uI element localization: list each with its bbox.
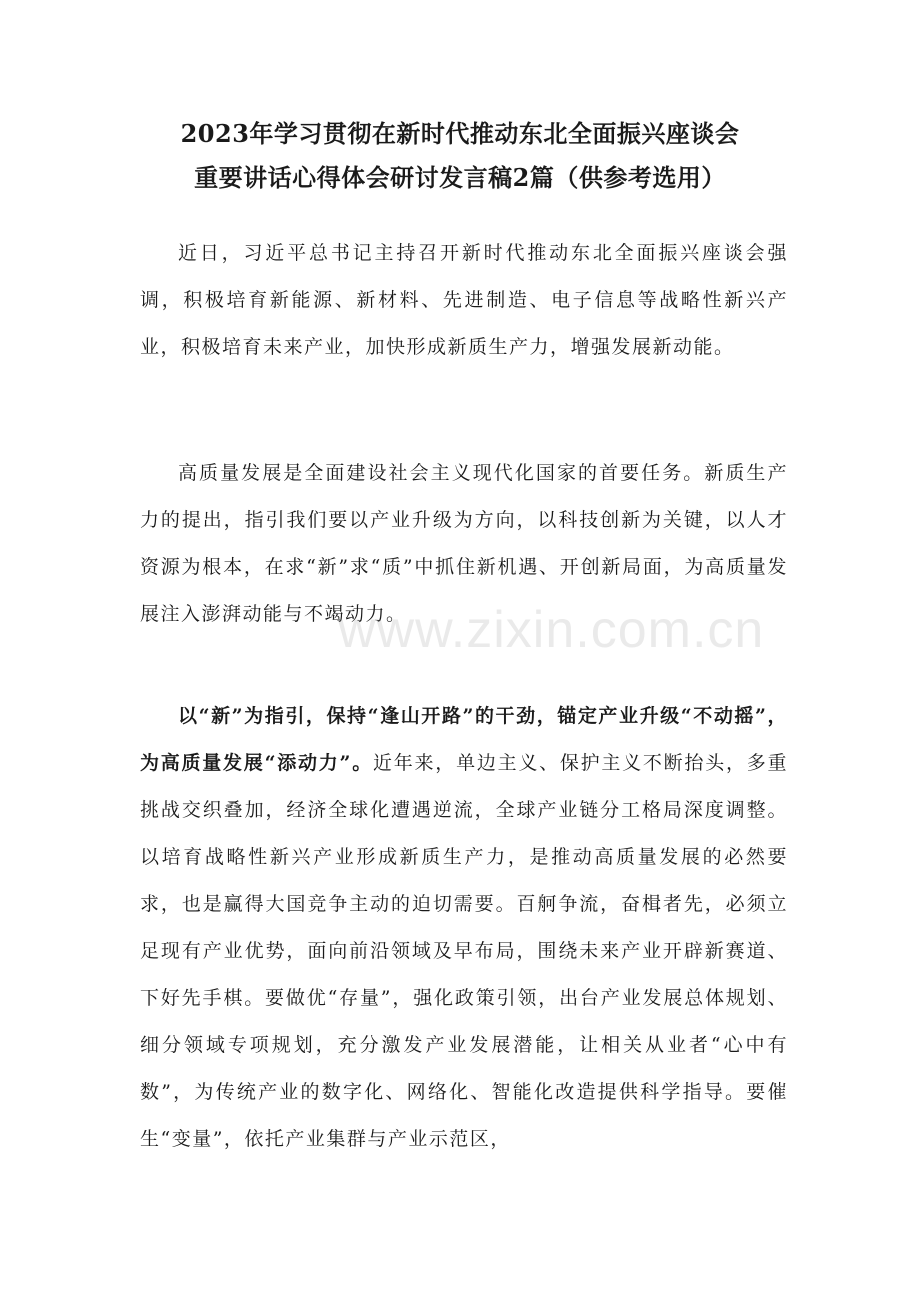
- paragraph-high-quality-text: 高质量发展是全面建设社会主义现代化国家的首要任务。新质生产力的提出，指引我们要以产业升级为方向，以科技创新为关键，以人才资源为根本，在求“新”求“质”中抓住新机遇、开创新局面，为高质量发展注入澎湃动能与不竭动力。: [140, 462, 788, 625]
- document-title: [100, 112, 820, 200]
- paragraph-section-one: [140, 693, 788, 1163]
- paragraph-high-quality: [140, 450, 788, 638]
- title-line-1: 2023年学习贯彻在新时代推动东北全面振兴座谈会: [180, 119, 740, 148]
- watermark: www.zixin.com.cn: [338, 601, 765, 659]
- paragraph-intro: [140, 230, 788, 371]
- paragraph-intro-text: 近日，习近平总书记主持召开新时代推动东北全面振兴座谈会强调，积极培育新能源、新材料、先进制造、电子信息等战略性新兴产业，积极培育未来产业，加快形成新质生产力，增强发展新动能。: [140, 242, 788, 358]
- section-heading: 以“新”为指引，保持“逢山开路”的干劲，锚定产业升级“不动摇”，为高质量发展“添动力”。: [140, 705, 788, 774]
- section-body-text: 近年来，单边主义、保护主义不断抬头，多重挑战交织叠加，经济全球化遭遇逆流，全球产业链分工格局深度调整。以培育战略性新兴产业形成新质生产力，是推动高质量发展的必然要求，也是赢得大国竞争主动的迫切需要。百舸争流，奋楫者先，必须立足现有产业优势，面向前沿领域及早布局，围绕未来产业开辟新赛道、下好先手棋。要做优“存量”，强化政策引领，出台产业发展总体规划、细分领域专项规划，充分激发产业发展潜能，让相关从业者“心中有数”，为传统产业的数字化、网络化、智能化改造提供科学指导。要催生“变量”，依托产业集群与产业示范区，: [140, 752, 788, 1150]
- title-line-2: 重要讲话心得体会研讨发言稿2篇（供参考选用）: [194, 163, 726, 192]
